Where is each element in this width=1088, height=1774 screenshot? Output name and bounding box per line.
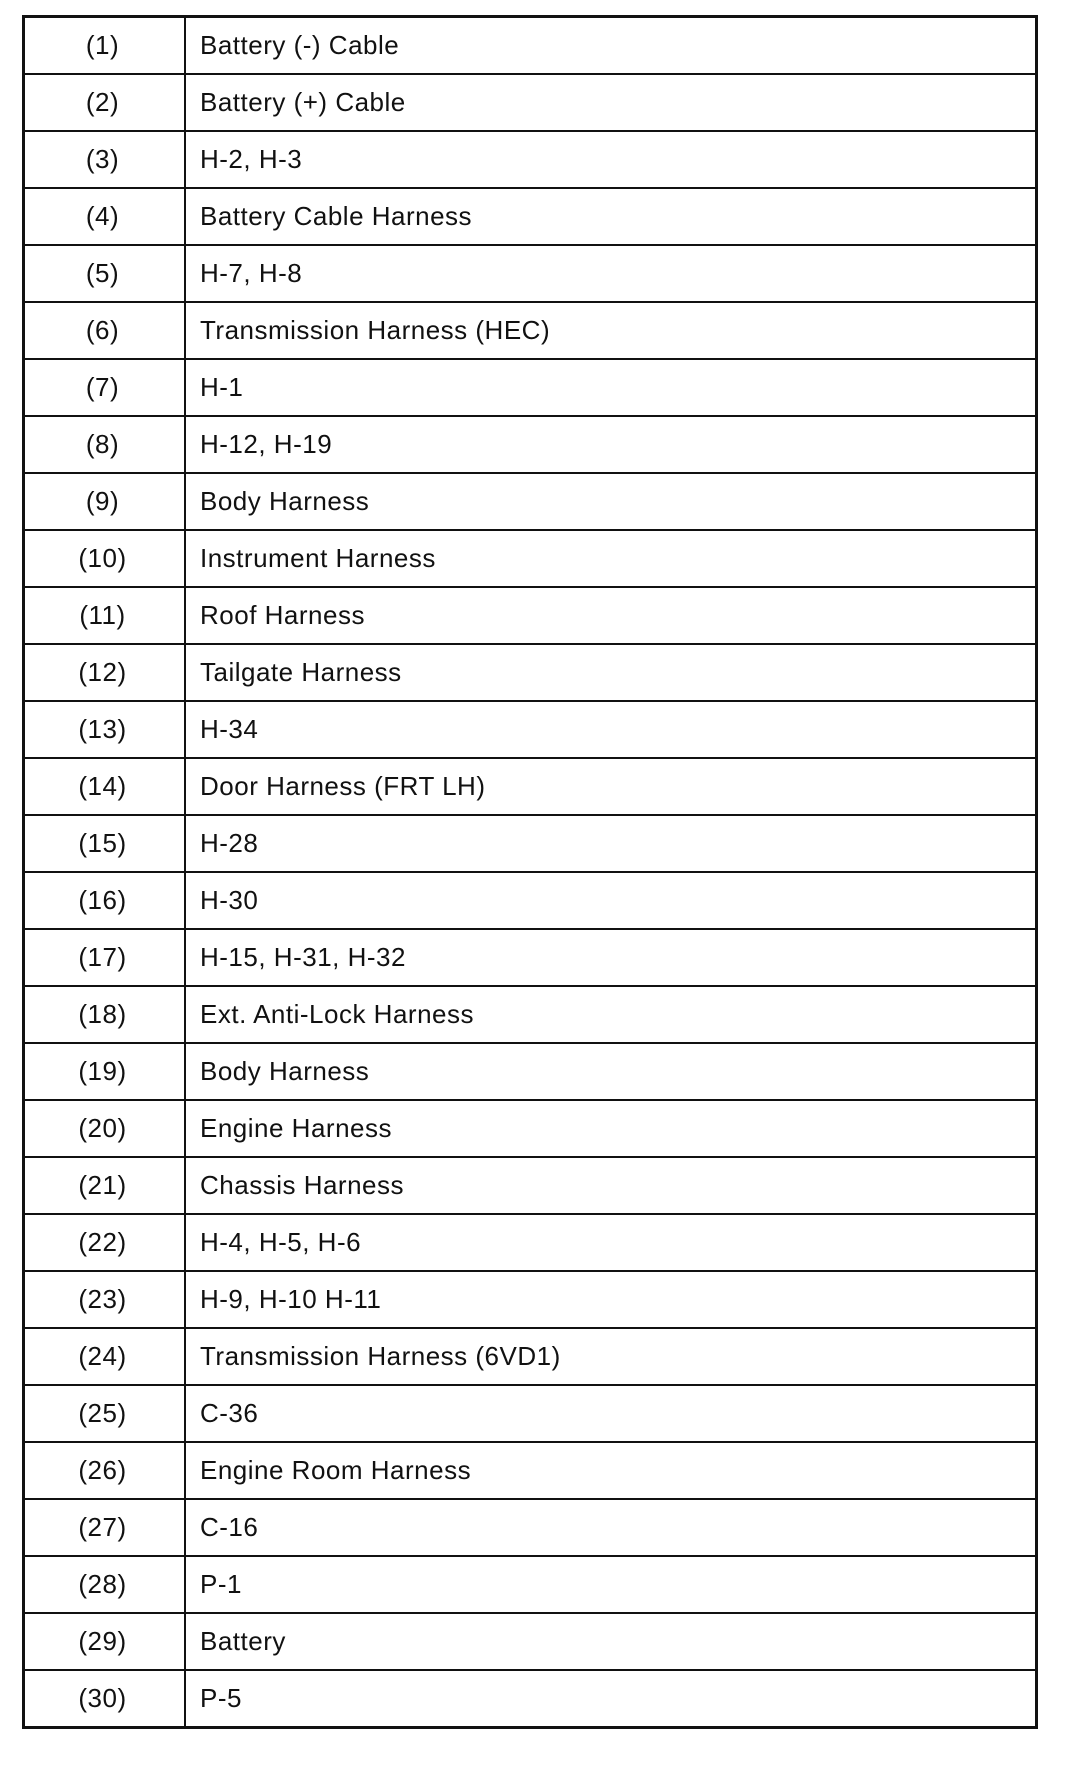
- legend-table-body: [24, 17, 1037, 1728]
- item-number-cell: (1): [24, 17, 186, 75]
- item-number-cell: (20): [24, 1100, 186, 1157]
- item-description-cell: P-5: [185, 1670, 1037, 1728]
- item-description-cell: Roof Harness: [185, 587, 1037, 644]
- table-row: [24, 1556, 1037, 1613]
- table-row: [24, 1214, 1037, 1271]
- item-number-cell: (2): [24, 74, 186, 131]
- item-number-cell: (8): [24, 416, 186, 473]
- item-description-cell: H-30: [185, 872, 1037, 929]
- item-number-cell: (22): [24, 1214, 186, 1271]
- item-description-cell: H-9, H-10 H-11: [185, 1271, 1037, 1328]
- table-row: [24, 359, 1037, 416]
- table-row: [24, 245, 1037, 302]
- item-number-cell: (19): [24, 1043, 186, 1100]
- item-number-cell: (16): [24, 872, 186, 929]
- table-row: [24, 758, 1037, 815]
- item-number-cell: (29): [24, 1613, 186, 1670]
- item-number-cell: (9): [24, 473, 186, 530]
- table-row: [24, 1670, 1037, 1728]
- item-description-cell: Battery (-) Cable: [185, 17, 1037, 75]
- table-row: [24, 131, 1037, 188]
- item-description-cell: Battery: [185, 1613, 1037, 1670]
- item-number-cell: (26): [24, 1442, 186, 1499]
- table-row: [24, 1328, 1037, 1385]
- item-description-cell: Engine Room Harness: [185, 1442, 1037, 1499]
- table-row: [24, 701, 1037, 758]
- table-row: [24, 1442, 1037, 1499]
- item-number-cell: (10): [24, 530, 186, 587]
- item-description-cell: H-4, H-5, H-6: [185, 1214, 1037, 1271]
- item-description-cell: C-36: [185, 1385, 1037, 1442]
- item-description-cell: H-34: [185, 701, 1037, 758]
- item-description-cell: Engine Harness: [185, 1100, 1037, 1157]
- table-row: [24, 815, 1037, 872]
- item-number-cell: (30): [24, 1670, 186, 1728]
- table-row: [24, 1157, 1037, 1214]
- item-number-cell: (6): [24, 302, 186, 359]
- item-description-cell: Transmission Harness (HEC): [185, 302, 1037, 359]
- item-description-cell: Ext. Anti-Lock Harness: [185, 986, 1037, 1043]
- item-number-cell: (24): [24, 1328, 186, 1385]
- table-row: [24, 1499, 1037, 1556]
- item-number-cell: (13): [24, 701, 186, 758]
- table-row: [24, 1043, 1037, 1100]
- table-row: [24, 1385, 1037, 1442]
- table-row: [24, 929, 1037, 986]
- item-description-cell: Battery Cable Harness: [185, 188, 1037, 245]
- table-row: [24, 530, 1037, 587]
- item-number-cell: (11): [24, 587, 186, 644]
- item-description-cell: Body Harness: [185, 473, 1037, 530]
- item-number-cell: (28): [24, 1556, 186, 1613]
- item-number-cell: (14): [24, 758, 186, 815]
- item-description-cell: Body Harness: [185, 1043, 1037, 1100]
- table-row: [24, 872, 1037, 929]
- item-number-cell: (12): [24, 644, 186, 701]
- item-description-cell: C-16: [185, 1499, 1037, 1556]
- item-description-cell: P-1: [185, 1556, 1037, 1613]
- item-description-cell: Chassis Harness: [185, 1157, 1037, 1214]
- table-row: [24, 416, 1037, 473]
- item-number-cell: (5): [24, 245, 186, 302]
- table-row: [24, 74, 1037, 131]
- table-row: [24, 1613, 1037, 1670]
- table-row: [24, 587, 1037, 644]
- item-description-cell: H-2, H-3: [185, 131, 1037, 188]
- item-description-cell: H-15, H-31, H-32: [185, 929, 1037, 986]
- item-number-cell: (7): [24, 359, 186, 416]
- item-number-cell: (15): [24, 815, 186, 872]
- table-row: [24, 302, 1037, 359]
- table-row: [24, 17, 1037, 75]
- item-description-cell: H-7, H-8: [185, 245, 1037, 302]
- item-number-cell: (17): [24, 929, 186, 986]
- item-number-cell: (27): [24, 1499, 186, 1556]
- item-number-cell: (4): [24, 188, 186, 245]
- item-number-cell: (23): [24, 1271, 186, 1328]
- table-row: [24, 188, 1037, 245]
- table-row: [24, 644, 1037, 701]
- table-row: [24, 1271, 1037, 1328]
- item-number-cell: (21): [24, 1157, 186, 1214]
- table-row: [24, 473, 1037, 530]
- item-description-cell: H-28: [185, 815, 1037, 872]
- item-description-cell: Transmission Harness (6VD1): [185, 1328, 1037, 1385]
- harness-legend-table: [22, 15, 1038, 1729]
- item-description-cell: Battery (+) Cable: [185, 74, 1037, 131]
- table-row: [24, 1100, 1037, 1157]
- item-description-cell: Tailgate Harness: [185, 644, 1037, 701]
- item-number-cell: (18): [24, 986, 186, 1043]
- item-number-cell: (3): [24, 131, 186, 188]
- item-number-cell: (25): [24, 1385, 186, 1442]
- item-description-cell: H-1: [185, 359, 1037, 416]
- table-row: [24, 986, 1037, 1043]
- item-description-cell: Door Harness (FRT LH): [185, 758, 1037, 815]
- item-description-cell: H-12, H-19: [185, 416, 1037, 473]
- item-description-cell: Instrument Harness: [185, 530, 1037, 587]
